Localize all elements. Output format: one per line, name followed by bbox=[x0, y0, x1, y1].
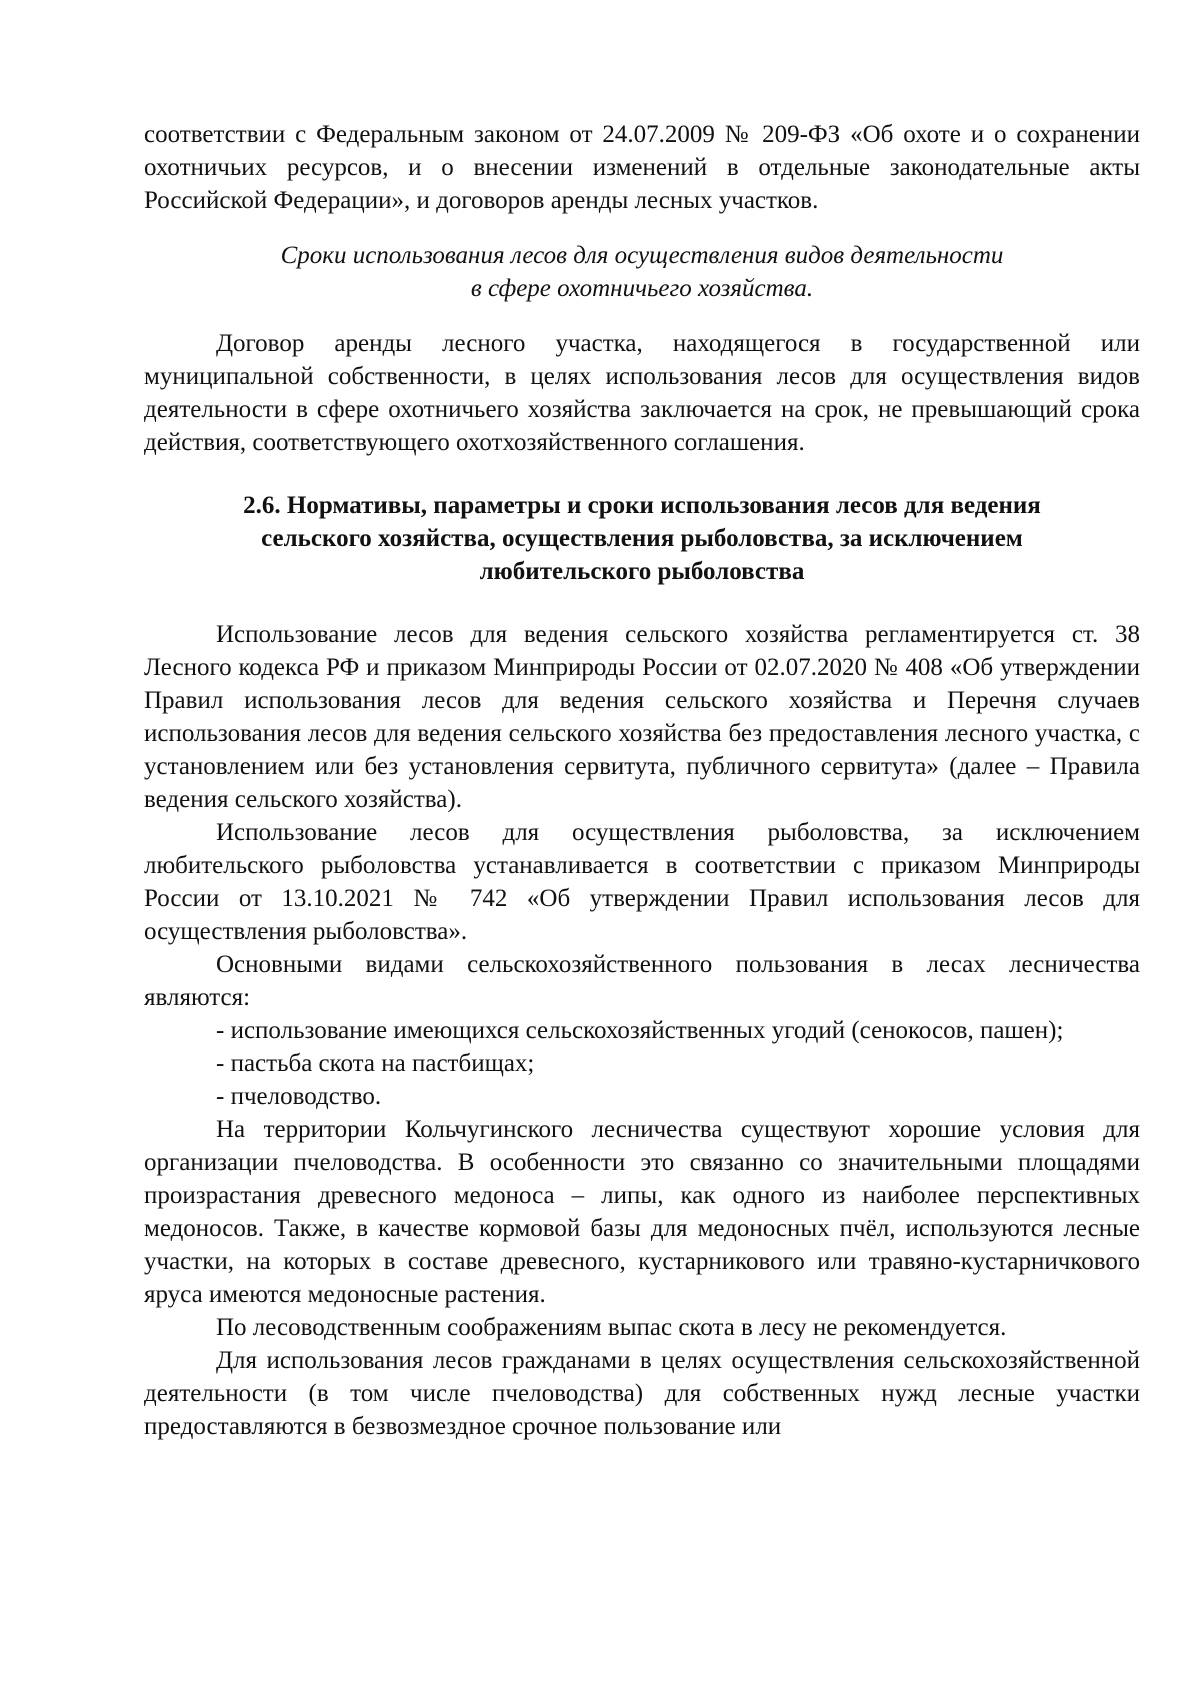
paragraph-fishing: Использование лесов для осуществления рыболовства, за исключением любительского рыболовства устанавливается в соответствии с приказом Минприроды России от 13.10.2021 № 742 «Об утверждении Правил использования лесов для осуществления рыболовства». bbox=[144, 819, 1140, 945]
italic-subheading-line-2: в сфере охотничьего хозяйства. bbox=[470, 275, 814, 302]
italic-subheading bbox=[144, 239, 1140, 305]
lease-paragraph: Договор аренды лесного участка, находящегося в государственной или муниципальной собственности, в целях использования лесов для осуществления видов деятельности в сфере охотничьего хозяйства заключается на срок, не превышающий срока действия, соответствующего охотхозяйственного соглашения. bbox=[144, 330, 1140, 456]
italic-subheading-line-1: Сроки использования лесов для осуществления видов деятельности bbox=[280, 242, 1004, 269]
paragraph-grazing: По лесоводственным соображениям выпас скота в лесу не рекомендуется. bbox=[216, 1314, 1007, 1341]
paragraph-citizens-use: Для использования лесов гражданами в целях осуществления сельскохозяйственной деятельности (в том числе пчеловодства) для собственных нужд лесные участки предоставляются в безвозмездное срочное пользование или bbox=[144, 1347, 1140, 1440]
bullet-item: - использование имеющихся сельскохозяйственных угодий (сенокосов, пашен); bbox=[216, 1017, 1064, 1044]
paragraph-agriculture: Использование лесов для ведения сельского хозяйства регламентируется ст. 38 Лесного кодекса РФ и приказом Минприроды России от 02.07.2020 № 408 «Об утверждении Правил использования лесов для ведения сельского хозяйства и Перечня случаев использования лесов для ведения сельского хозяйства без предоставления лесного участка, с установлением или без установления сервитута, публичного сервитута» (далее – Правила ведения сельского хозяйства). bbox=[144, 621, 1140, 813]
intro-paragraph: соответствии с Федеральным законом от 24.07.2009 № 209-ФЗ «Об охоте и о сохранении охотничьих ресурсов, и о внесении изменений в отдельные законодательные акты Российской Федерации», и договоров аренды лесных участков. bbox=[144, 121, 1140, 214]
document-page bbox=[144, 118, 1140, 1443]
section-heading bbox=[144, 489, 1140, 588]
section-heading-line-2: сельского хозяйства, осуществления рыболовства, за исключением bbox=[261, 525, 1023, 552]
bullet-item: - пчеловодство. bbox=[216, 1083, 382, 1110]
bullet-item: - пастьба скота на пастбищах; bbox=[216, 1050, 535, 1077]
section-heading-line-3: любительского рыболовства bbox=[479, 558, 805, 585]
section-heading-line-1: 2.6. Нормативы, параметры и сроки использования лесов для ведения bbox=[243, 492, 1041, 519]
paragraph-main-types: Основными видами сельскохозяйственного пользования в лесах лесничества являются: bbox=[144, 951, 1140, 1011]
paragraph-beekeeping: На территории Кольчугинского лесничества существуют хорошие условия для организации пчеловодства. В особенности это связанно со значительными площадями произрастания древесного медоноса – липы, как одного из наиболее перспективных медоносов. Также, в качестве кормовой базы для медоносных пчёл, используются лесные участки, на которых в составе древесного, кустарникового или травяно-кустарничкового яруса имеются медоносные растения. bbox=[144, 1116, 1140, 1308]
